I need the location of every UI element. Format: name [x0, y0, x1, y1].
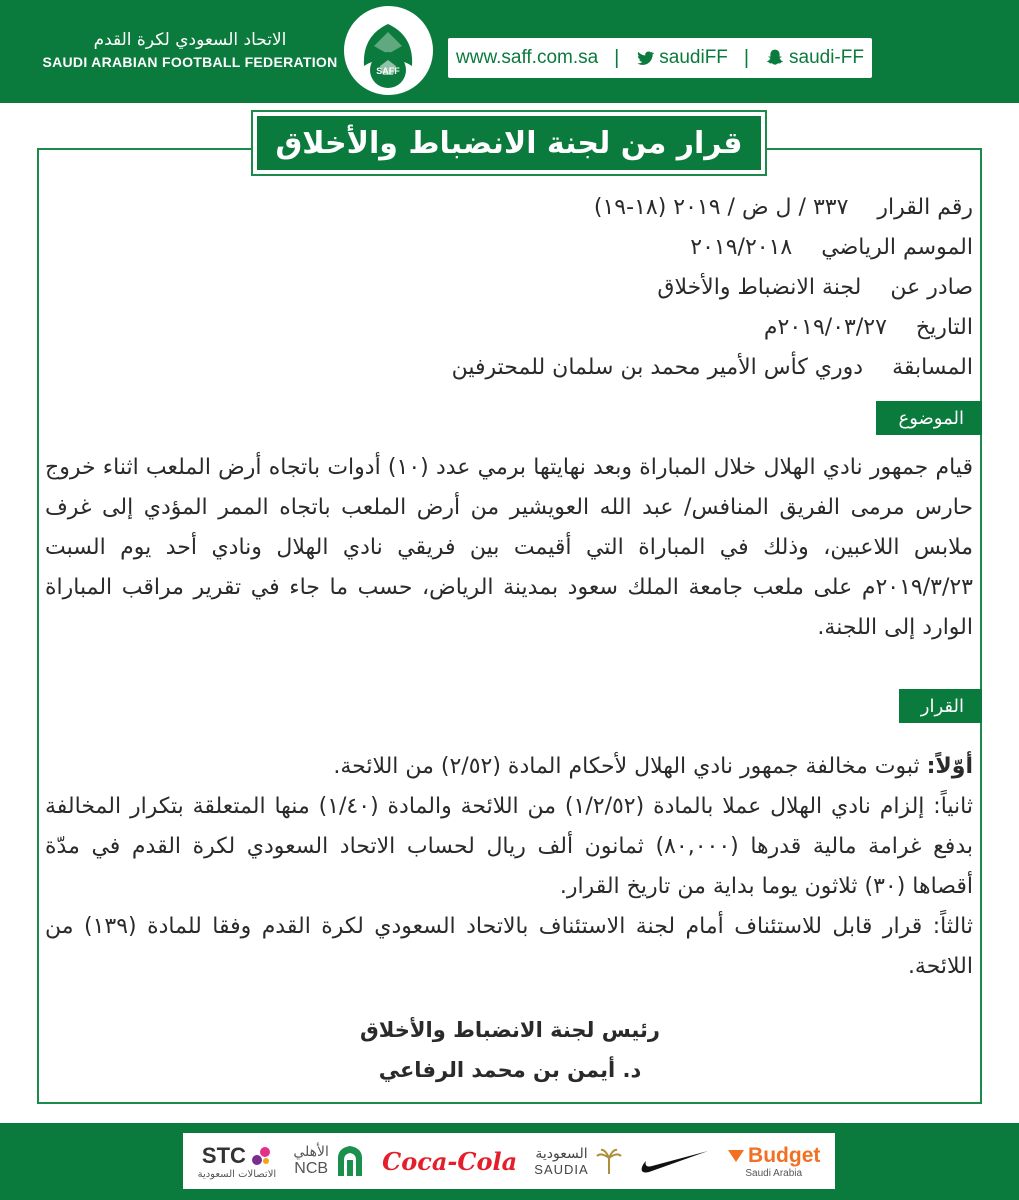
decision-text [45, 747, 973, 987]
budget-sub: Saudi Arabia [745, 1167, 803, 1179]
issued-by-value: لجنة الانضباط والأخلاق [657, 275, 862, 300]
season-label: الموسم الرياضي [821, 235, 973, 260]
sponsor-nike [640, 1136, 710, 1186]
snapchat-link[interactable] [765, 47, 864, 69]
title-box [251, 110, 767, 176]
divider: | [743, 46, 750, 69]
budget-logo-icon [727, 1147, 745, 1165]
decision-number-row [452, 188, 973, 228]
ncb-logo-icon [335, 1144, 365, 1178]
sponsor-ncb [293, 1136, 365, 1186]
saudia-palm-icon [595, 1146, 623, 1176]
decision-item-lead: ثالثاً: [932, 914, 973, 939]
federation-name-ar: الاتحاد السعودي لكرة القدم [93, 30, 287, 50]
social-links-bar [448, 38, 872, 78]
sponsors-strip [183, 1133, 835, 1189]
decision-item-text: قرار قابل للاستئناف أمام لجنة الاستئناف بالاتحاد السعودي لكرة القدم وفقا للمادة (١٣٩) من اللائحة. [45, 914, 973, 979]
season-row [452, 228, 973, 268]
ncb-name-en: NCB [294, 1160, 329, 1177]
falcon-ball-icon [344, 6, 433, 95]
sponsor-saudia [534, 1136, 622, 1186]
decision-item-text: ثبوت مخالفة جمهور نادي الهلال لأحكام المادة (٢/٥٢) من اللائحة. [333, 754, 920, 779]
decision-metadata [452, 188, 973, 388]
snapchat-icon [765, 48, 785, 68]
signature-block [270, 1010, 750, 1090]
saudia-name-ar: السعودية [535, 1145, 588, 1162]
saudia-name-en: SAUDIA [534, 1161, 589, 1177]
twitter-handle[interactable]: saudiFF [659, 47, 728, 68]
issued-by-label: صادر عن [890, 275, 973, 300]
stc-name-ar: الاتصالات السعودية [197, 1168, 277, 1180]
coca-cola-logo: Coca-Cola [382, 1146, 518, 1176]
twitter-link[interactable] [635, 47, 728, 69]
twitter-icon [635, 48, 655, 68]
issued-by-row [452, 268, 973, 308]
stc-logo-icon [250, 1145, 272, 1167]
logo-text: SAFF [376, 66, 400, 76]
snapchat-handle[interactable]: saudi-FF [789, 47, 864, 68]
date-label: التاريخ [915, 315, 973, 340]
budget-name: Budget [748, 1143, 821, 1167]
website-link[interactable] [456, 47, 598, 69]
nike-swoosh-icon [640, 1147, 710, 1175]
stc-name: STC [201, 1142, 246, 1168]
decision-item-first [45, 747, 973, 787]
signature-title: رئيس لجنة الانضباط والأخلاق [360, 1018, 660, 1042]
decision-item-third [45, 907, 973, 987]
decision-heading: القرار [899, 689, 982, 723]
divider: | [614, 46, 620, 69]
sponsor-stc [198, 1136, 277, 1186]
sponsor-budget [727, 1136, 820, 1186]
decision-item-text: إلزام نادي الهلال عملا بالمادة (١/٢/٥٢) من اللائحة والمادة (١/٤٠) منها المتعلقة بتكرار المخالفة بدفع غرامة مالية قدرها (٨٠,٠٠٠) ثمانون ألف ريال لحساب الاتحاد السعودي لكرة القدم في مدّة أقصاها (٣٠) ثلاثون يوما بداية من تاريخ القرار. [45, 794, 973, 899]
decision-number-value: ٣٣٧ / ل ض / ٢٠١٩ (١٨-١٩) [593, 195, 849, 220]
competition-row [452, 348, 973, 388]
season-value: ٢٠١٩/٢٠١٨ [690, 235, 793, 260]
website-url[interactable]: www.saff.com.sa [456, 47, 599, 68]
competition-value: دوري كأس الأمير محمد بن سلمان للمحترفين [451, 355, 864, 380]
decision-item-second [45, 787, 973, 907]
subject-heading: الموضوع [876, 401, 982, 435]
sponsor-coca-cola [382, 1136, 517, 1186]
decision-item-lead: أوّلاً: [926, 754, 973, 779]
competition-label: المسابقة [892, 355, 973, 380]
decision-number-label: رقم القرار [877, 195, 973, 220]
federation-name-en: SAUDI ARABIAN FOOTBALL FEDERATION [42, 54, 338, 70]
date-row [452, 308, 973, 348]
federation-name [40, 30, 340, 70]
signature-name: د. أيمن بن محمد الرفاعي [378, 1058, 642, 1082]
decision-item-lead: ثانياً: [933, 794, 973, 819]
ncb-name-ar: الأهلي [293, 1144, 329, 1160]
saff-logo [341, 3, 436, 98]
subject-text: قيام جمهور نادي الهلال خلال المباراة وبعد نهايتها برمي عدد (١٠) أدوات باتجاه أرض الملعب اثناء خروج حارس مرمى الفريق المنافس/ عبد الله العويشير من أرض الملعب باتجاه الممر المؤدي إلى غرف ملابس اللاعبين، وذلك في المباراة التي أقيمت بين فريقي نادي الهلال ونادي أحد يوم السبت ٢٠١٩/٣/٢٣م على ملعب جامعة الملك سعود بمدينة الرياض، حسب ما جاء في تقرير مراقب المباراة الوارد إلى اللجنة. [45, 455, 973, 640]
date-value: ٢٠١٩/٠٣/٢٧م [763, 315, 887, 340]
document-title: قرار من لجنة الانضباط والأخلاق [257, 116, 761, 170]
